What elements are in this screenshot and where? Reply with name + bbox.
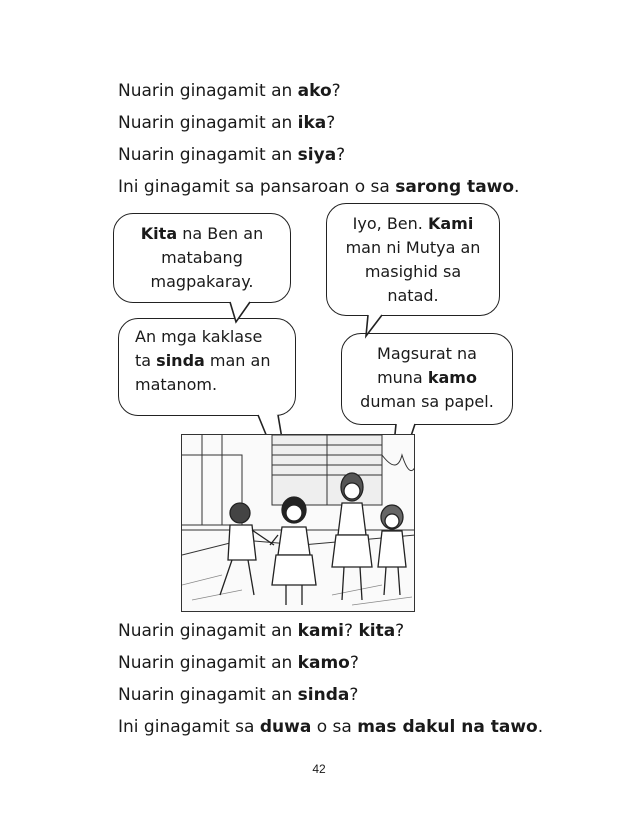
children-playing-image: [182, 435, 415, 612]
question-line-siya: Nuarin ginagamit an siya?: [118, 145, 346, 165]
answer-line-singular: Ini ginagamit sa pansaroan o sa sarong tawo.: [118, 177, 520, 197]
question-line-ika: Nuarin ginagamit an ika?: [118, 113, 336, 133]
speech-bubble-sinda: An mga kaklase ta sinda man an matanom.: [118, 318, 296, 416]
answer-line-plural: Ini ginagamit sa duwa o sa mas dakul na tawo.: [118, 717, 544, 737]
tail-kami: [366, 315, 382, 336]
question-line-kami-kita: Nuarin ginagamit an kami? kita?: [118, 621, 405, 641]
tail-kita: [230, 302, 250, 322]
speech-bubble-kamo: Magsurat na muna kamo duman sa papel.: [341, 333, 513, 425]
classroom-illustration: [181, 434, 415, 612]
speech-bubble-kami: Iyo, Ben. Kami man ni Mutya an masighid sa natad.: [326, 203, 500, 316]
question-line-ako: Nuarin ginagamit an ako?: [118, 81, 341, 101]
question-line-kamo: Nuarin ginagamit an kamo?: [118, 653, 359, 673]
speech-bubble-kita: Kita na Ben an matabang magpakaray.: [113, 213, 291, 303]
page-number: 42: [312, 762, 326, 776]
question-line-sinda: Nuarin ginagamit an sinda?: [118, 685, 359, 705]
